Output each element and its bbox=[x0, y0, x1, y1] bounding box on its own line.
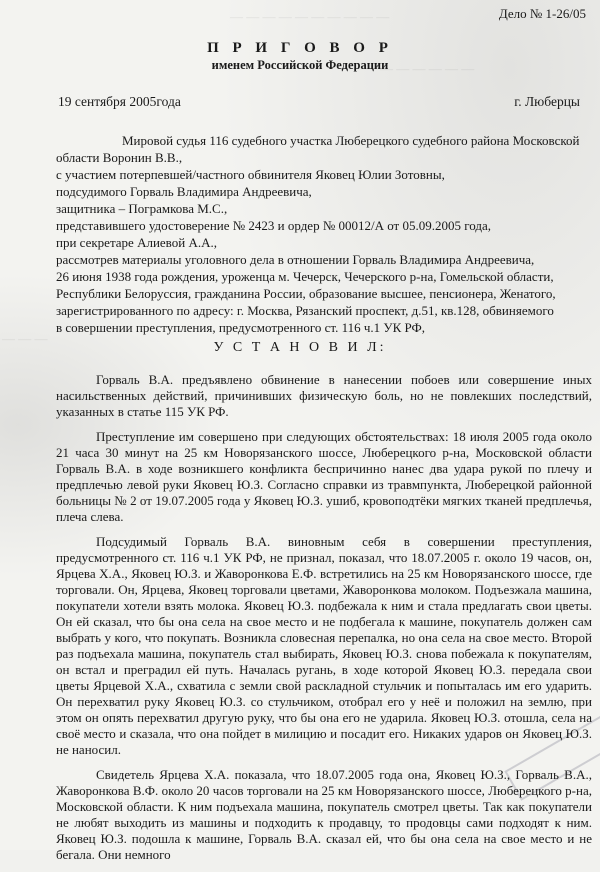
document-date: 19 сентября 2005года bbox=[58, 94, 181, 109]
intro-line: при секретаре Алиевой А.А., bbox=[56, 235, 217, 250]
intro-line: в совершении преступления, предусмотренного ст. 116 ч.1 УК РФ, bbox=[56, 320, 426, 335]
intro-line: подсудимого Горваль Владимира Андреевича, bbox=[56, 184, 312, 199]
intro-line: Мировой судья 116 судебного участка Люберецкого судебного района Московской bbox=[122, 133, 580, 148]
intro-line: области Воронин В.В., bbox=[56, 150, 183, 165]
intro-line: зарегистрированного по адресу: г. Москва, Рязанский проспект, д.51, кв.128, обвиняемого bbox=[56, 303, 554, 318]
body-paragraph: Горваль В.А. предъявлено обвинение в нанесении побоев или совершение иных насильственных действий, причинивших физическую боль, но не повлекших последствий, указанных в статье 115 УК РФ. bbox=[56, 372, 592, 419]
verdict-body bbox=[56, 372, 592, 872]
document-title: П Р И Г О В О Р bbox=[207, 40, 393, 56]
document-subtitle: именем Российской Федерации bbox=[211, 58, 389, 72]
body-paragraph: Подсудимый Горваль В.А. виновным себя в совершении преступления, предусмотренного ст. 116 ч.1 УК РФ, не признал, показал, что 18.07.2005 г. около 19 часов, он, Ярцева Х.А., Яковец Ю.З. и Жаворонкова Е.Ф. встретились на 25 км Новорязанского шоссе, где торговали. Он, Ярцева, Яковец торговали цветами, Жаворонкова молоком. Подъезжала машина, покупатели хотели взять молока. Яковец Ю.З. подбежала к ним и стала предлагать свои цветы. Он ей сказал, что бы она села на свое место и не подбегала к машине, покупатель должен сам выбрать у кого, что покупать. Возникла словесная перепалка, но она села на свое место. Второй раз подъехала машина, покупатель стал выбирать, Яковец Ю.З. снова побежала к покупателям, он встал и преградил ей путь. Началась ругань, в ходе которой Яковец Ю.З. передала свои цветы Ярцевой Х.А., схватила с земли свой раскладной стульчик и попыталась им его ударить. Он перехватил руку Яковец Ю.З. со стульчиком, отобрал его у неё и положил на землю, при этом он опять перехватил другую руку, что бы она его не ударила. Яковец Ю.З. отошла, села на своё место и сказала, что она пойдет в милицию и посадит его. Никаких ударов он Яковец Ю.З. не наносил. bbox=[56, 534, 592, 757]
intro-section bbox=[56, 132, 592, 336]
intro-line: рассмотрев материалы уголовного дела в отношении Горваль Владимира Андреевича, bbox=[56, 252, 535, 267]
intro-line: 26 июня 1938 года рождения, уроженца м. Чечерск, Чечерского р-на, Гомельской области, bbox=[56, 269, 554, 284]
established-heading: У С Т А Н О В И Л: bbox=[213, 340, 387, 355]
body-paragraph: Свидетель Ярцева Х.А. показала, что 18.07.2005 года она, Яковец Ю.З., Горваль В.А., Жаворонкова В.Ф. около 20 часов торговали на 25 км Новорязанского шоссе, Люберецкого р-на, Московской области. К ним подъехала машина, покупатель смотрел цветы. Так как покупатели не любят выходить из машины и подходить к продавцу, то продовцы сами подходят к ним. Яковец Ю.З. подошла к машине, Горваль В.А. сказал ей, что бы она села на свое место и не бегала. Они немного bbox=[56, 767, 592, 862]
document-place: г. Люберцы bbox=[514, 94, 580, 109]
case-number: Дело № 1-26/05 bbox=[498, 6, 586, 21]
body-paragraph: Преступление им совершено при следующих обстоятельствах: 18 июля 2005 года около 21 часа 30 минут на 25 км Новорязанского шоссе, Люберецкого р-на, Московской области Горваль В.А. в ходе возникшего конфликта беспричинно нанес два удара рукой по плечу и предплечью левой руки Яковец Ю.З. Согласно справки из травмпункта, Люберецкой районной больницы № 2 от 19.07.2005 года у Яковец Ю.З. ушиб, кровоподтёки мягких тканей предплечья, плеча слева. bbox=[56, 429, 592, 524]
intro-line: защитника – Пограмкова М.С., bbox=[56, 201, 228, 216]
intro-line: Республики Белоруссия, гражданина России, образование высшее, пенсионера, Женатого, bbox=[56, 286, 556, 301]
intro-line: представившего удостоверение № 2423 и ордер № 00012/А от 05.09.2005 года, bbox=[56, 218, 492, 233]
intro-line: с участием потерпевшей/частного обвинителя Яковец Юлии Зотовны, bbox=[56, 167, 445, 182]
